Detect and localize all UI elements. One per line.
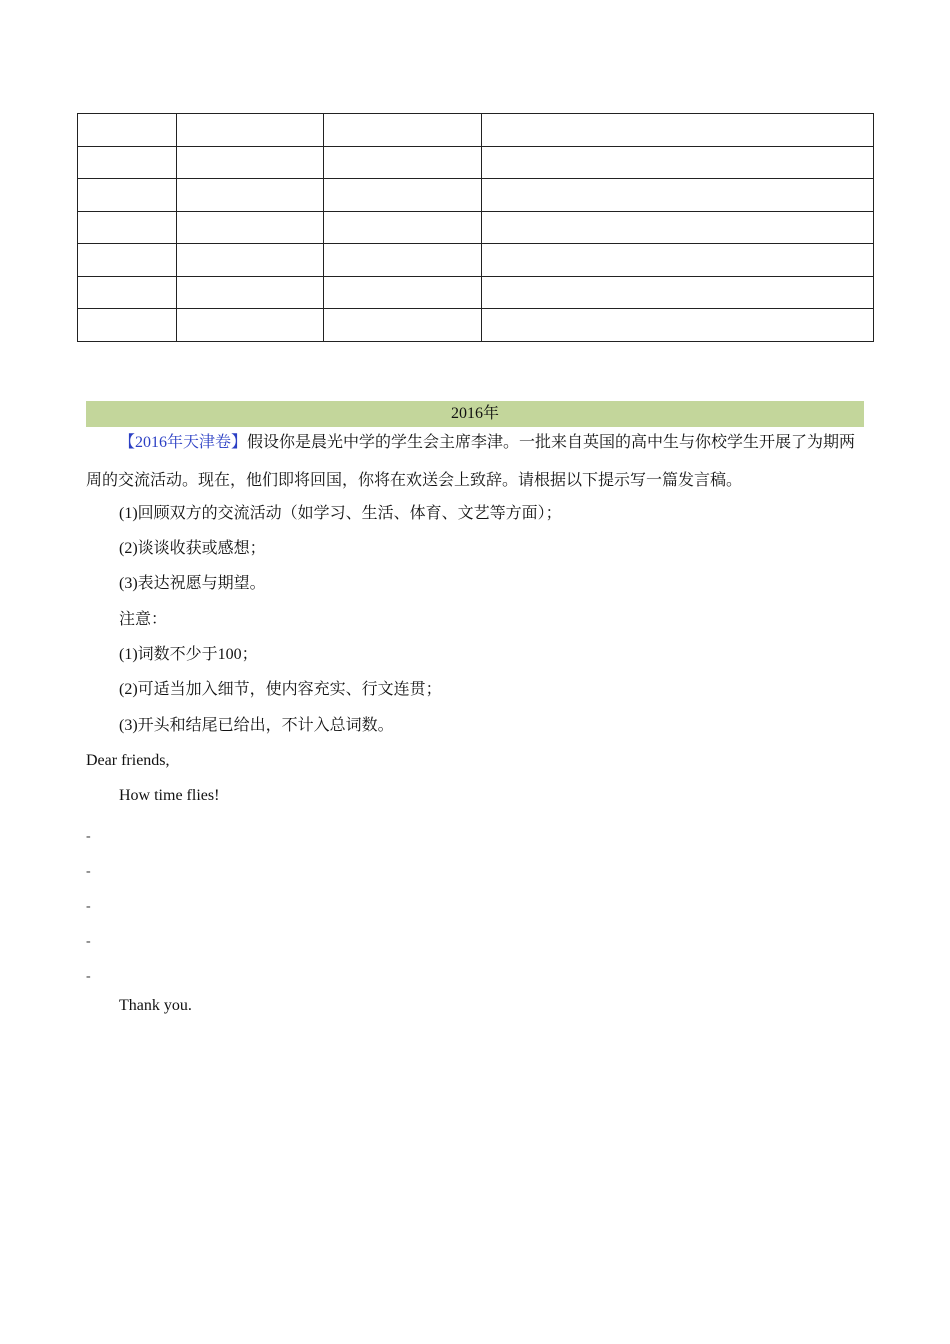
table-cell — [78, 309, 177, 342]
table-cell — [78, 244, 177, 277]
table-cell — [324, 179, 482, 212]
table-row — [78, 276, 874, 309]
note-2: (2)可适当加入细节，使内容充实、行文连贯； — [119, 681, 442, 698]
table-cell — [78, 146, 177, 179]
blank-writing-line: - — [86, 934, 91, 949]
note-1: (1)词数不少于100； — [119, 646, 258, 663]
table-row — [78, 146, 874, 179]
table-cell — [78, 276, 177, 309]
table-cell — [177, 114, 324, 147]
prompt-point-1: (1)回顾双方的交流活动（如学习、生活、体育、文艺等方面）； — [119, 505, 562, 522]
table-cell — [482, 114, 874, 147]
blank-writing-line: - — [86, 969, 91, 984]
table-cell — [177, 146, 324, 179]
table-cell — [177, 276, 324, 309]
table-row — [78, 244, 874, 277]
table-row — [78, 179, 874, 212]
table-cell — [177, 211, 324, 244]
task-intro-text: 假设你是晨光中学的学生会主席李津。一批来自英国的高中生与你校学生开展了为期两周的交流活动。现在，他们即将回国，你将在欢送会上致辞。请根据以下提示写一篇发言稿。 — [86, 434, 856, 489]
task-intro-paragraph — [86, 424, 866, 500]
note-3: (3)开头和结尾已给出，不计入总词数。 — [119, 717, 394, 734]
table-cell — [482, 244, 874, 277]
prompt-point-3: (3)表达祝愿与期望。 — [119, 575, 266, 592]
letter-salutation: Dear friends, — [86, 752, 170, 769]
table-cell — [482, 309, 874, 342]
table-row — [78, 114, 874, 147]
source-tag: 【2016年天津卷】 — [119, 434, 248, 451]
table-cell — [177, 244, 324, 277]
table-cell — [324, 244, 482, 277]
table-cell — [177, 309, 324, 342]
prompt-point-2: (2)谈谈收获或感想； — [119, 540, 266, 557]
blank-writing-line: - — [86, 829, 91, 844]
table-row — [78, 211, 874, 244]
table-cell — [324, 211, 482, 244]
table-cell — [482, 211, 874, 244]
table-cell — [482, 146, 874, 179]
table-cell — [324, 276, 482, 309]
letter-opening: How time flies! — [119, 787, 220, 804]
blank-answer-table — [77, 113, 874, 342]
table-cell — [324, 114, 482, 147]
table-cell — [78, 211, 177, 244]
table-cell — [324, 146, 482, 179]
table-cell — [78, 179, 177, 212]
table-cell — [482, 276, 874, 309]
blank-writing-line: - — [86, 864, 91, 879]
table-cell — [177, 179, 324, 212]
table-cell — [482, 179, 874, 212]
year-section-header: 2016年 — [86, 401, 864, 427]
table-cell — [78, 114, 177, 147]
table-row — [78, 309, 874, 342]
letter-closing: Thank you. — [119, 997, 192, 1014]
notes-label: 注意： — [119, 611, 168, 628]
table-cell — [324, 309, 482, 342]
blank-writing-line: - — [86, 899, 91, 914]
